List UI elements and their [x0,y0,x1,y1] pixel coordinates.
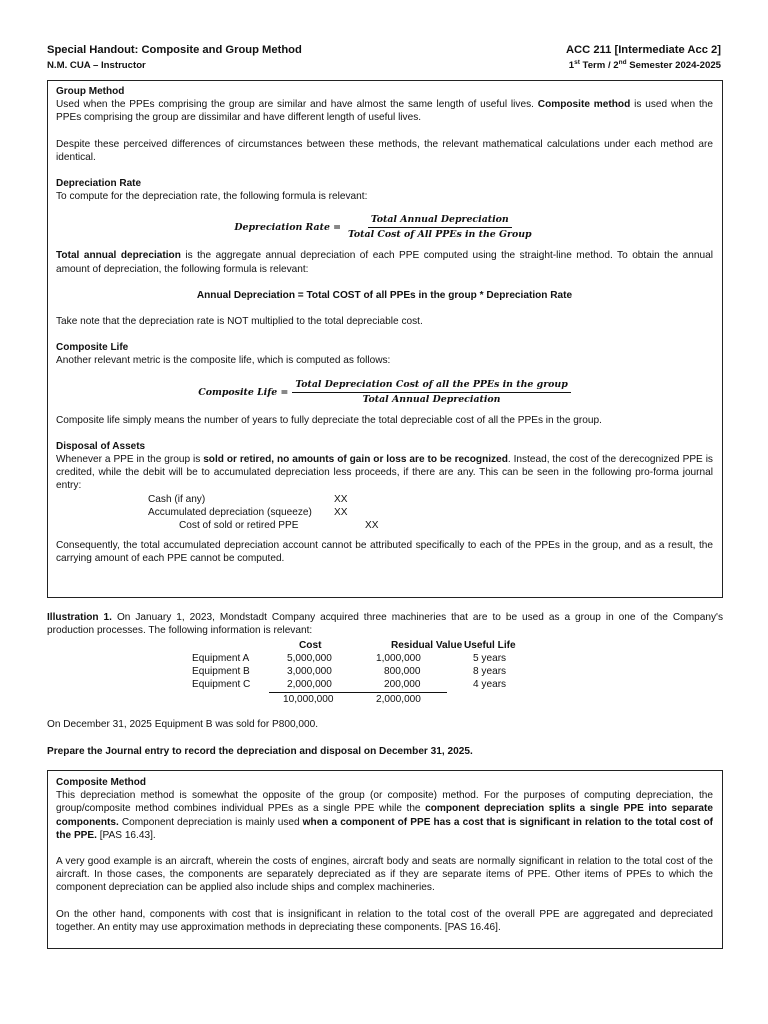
composite-life-heading: Composite Life [56,342,129,354]
aircraft-example: A very good example is an aircraft, wherein the costs of engines, aircraft body and seats are normally significant in relation to the total cost of the aircraft. In those cases, the components are separately depreciated as if they are separate items of PPE. Other items of PPEs to which the component depreciation can be applied also include ships and complex machineries. [56,856,713,894]
disposal-paragraph: Whenever a PPE in the group is sold or retired, no amounts of gain or loss are to be recognized. Instead, the cost of the derecognized PPE is credited, while the debit will be to accumulated depreciation less proceeds, if there are any. This can be seen in the following pro-forma journal entry: [56,454,713,492]
je-accumulated-depreciation: Accumulated depreciation (squeeze) [148,506,312,518]
handout-title: Special Handout: Composite and Group Method [47,44,302,56]
group-method-paragraph: Used when the PPEs comprising the group are similar and have almost the same length of useful lives. Composite method is used when the PPEs comprising the group are dissimilar and have different length of useful lives. [56,99,714,124]
total-annual-depreciation-paragraph: Total annual depreciation is the aggregate annual depreciation of each PPE computed using the straight-line method. To obtain the annual amount of depreciation, the following formula is relevant: [56,250,713,275]
row-c-name: Equipment C [192,679,251,691]
row-a-residual: 1,000,000 [376,653,421,665]
document-header [47,44,721,72]
row-a-cost: 5,000,000 [287,653,332,665]
je-accumulated-depreciation-amount: XX [334,506,348,518]
row-a-name: Equipment A [192,653,250,665]
row-b-residual: 800,000 [384,666,421,678]
disposal-conclusion: Consequently, the total accumulated depreciation account cannot be attributed specifically to each of the PPEs in the group, and as a result, the carrying amount of each PPE cannot be computed. [56,539,713,564]
annual-depreciation-formula: Annual Depreciation = Total COST of all PPEs in the group * Depreciation Rate [196,289,573,301]
illustration-text: Illustration 1. On January 1, 2023, Mondstadt Company acquired three machineries that are to be used as a group in one of the Company's production processes. The following information is relevant: [47,612,723,637]
composite-life-note: Composite life simply means the number of years to fully depreciate the total depreciable cost of all the PPEs in the group. [56,414,602,426]
insignificant-components: On the other hand, components with cost that is insignificant in relation to the total cost of the overall PPE are aggregated and depreciated together. An entity may use approximation methods in depreciating these components. [PAS 16.46]. [56,908,713,933]
course-code: ACC 211 [Intermediate Acc 2] [565,44,721,56]
je-cash: Cash (if any) [148,493,206,505]
instructor-name: N.M. CUA – Instructor [47,60,146,71]
composite-method-paragraph: This depreciation method is somewhat the opposite of the group (or composite) method. For the purposes of computing depreciation, the group/composite method combines individual PPEs as a single PPE while the component depreciation splits a single PPE into separate components. Component depreciation is mainly used when a component of PPE has a cost that is significant in relation to the total cost of the PPE. [PAS 16.43]. [56,790,714,841]
composite-method-box [47,770,723,949]
disposal-heading: Disposal of Assets [56,440,146,452]
sale-event: On December 31, 2025 Equipment B was sold for P800,000. [47,719,319,731]
je-cash-amount: XX [334,493,348,505]
group-method-heading: Group Method [56,86,125,97]
composite-life-formula: Composite Life = $\frac{\text{Total Depreciation Cost of all the PPEs in the group}}{\text{Total Annual Depreciation}}$ [56,379,713,406]
row-b-life: 8 years [473,666,507,678]
col-cost: Cost [299,640,322,652]
equipment-table [47,639,723,705]
total-residual: 2,000,000 [376,694,421,706]
depreciation-rate-formula: Depreciation Rate = $\frac{\text{Total Annual Depreciation}}{\text{Total Cost of All PPEs in the Group}}$ [234,214,532,241]
je-cost-retired-amount: XX [365,519,379,531]
illustration-instruction: Prepare the Journal entry to record the depreciation and disposal on December 31, 2025. [47,745,473,757]
composite-life-intro: Another relevant metric is the composite life, which is computed as follows: [56,355,391,367]
composite-method-heading: Composite Method [56,777,146,788]
col-useful-life: Useful Life [464,640,516,652]
depreciation-rate-heading: Depreciation Rate [56,178,142,190]
depreciation-rate-note: Take note that the depreciation rate is NOT multiplied to the total depreciable cost. [56,316,423,328]
group-method-box [47,80,723,598]
row-c-cost: 2,000,000 [287,679,332,691]
row-b-cost: 3,000,000 [287,666,332,678]
total-cost: 10,000,000 [283,694,334,706]
row-c-residual: 200,000 [384,679,421,691]
illustration-section [47,611,723,758]
group-method-note: Despite these perceived differences of circumstances between these methods, the relevant mathematical calculations under each method are identical. [56,138,713,163]
row-c-life: 4 years [473,679,507,691]
term-info: 1st Term / 2nd Semester 2024-2025 [568,58,721,71]
col-residual: Residual Value [391,640,463,652]
pro-forma-journal-entry [56,493,713,533]
depreciation-rate-intro: To compute for the depreciation rate, the following formula is relevant: [56,191,368,203]
row-b-name: Equipment B [192,666,250,678]
je-cost-retired: Cost of sold or retired PPE [179,519,299,531]
row-a-life: 5 years [473,653,507,665]
